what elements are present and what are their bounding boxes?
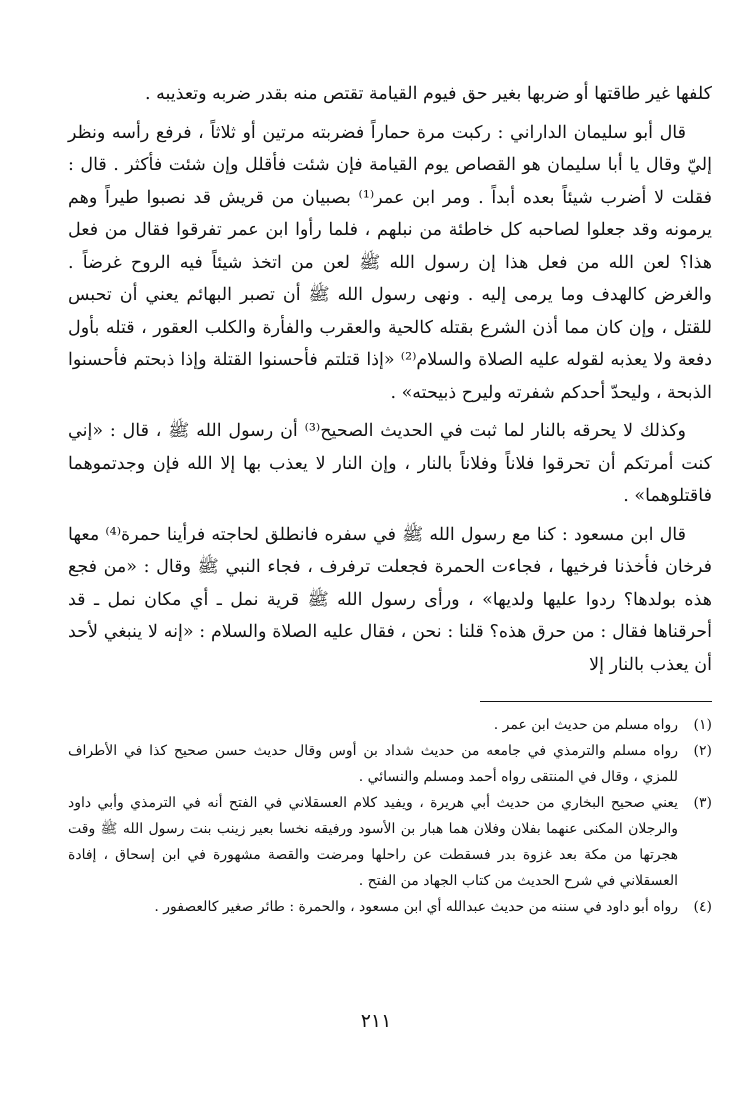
footnote-divider bbox=[480, 701, 712, 702]
footnote-text: يعني صحيح البخاري من حديث أبي هريرة ، ويفيد كلام العسقلاني في الفتح أنه في الترمذي وأبي داود والرجلان المكنى عنهما بفلان وفلان هما هبار بن الأسود ورفيقه نخسا بعير زينب بنت رسول الله ﷺ وقت هجرتها من مكة بعد غزوة بدر فسقطت عن راحلها ومرضت والقصة مشهورة في ابن إسحاق ، إفادة العسقلاني في شرح الحديث من كتاب الجهاد من الفتح . bbox=[68, 795, 678, 889]
main-text bbox=[68, 78, 712, 681]
footnote bbox=[68, 894, 712, 920]
footnote-text: رواه مسلم والترمذي في جامعه من حديث شداد بن أوس وقال حديث حسن صحيح كذا في الأطراف للمزي ، وقال في المنتقى رواه أحمد ومسلم والنسائي . bbox=[68, 743, 678, 785]
paragraph: وكذلك لا يحرقه بالنار لما ثبت في الحديث الصحيح⁽³⁾ أن رسول الله ﷺ ، قال : «إني كنت أمرتكم أن تحرقوا فلاناً وفلاناً بالنار ، وإن النار لا يعذب بها إلا الله فإن وجدتموهما فاقتلوهما» . bbox=[68, 421, 712, 506]
footnote-text: رواه أبو داود في سننه من حديث عبدالله أي ابن مسعود ، والحمرة : طائر صغير كالعصفور . bbox=[154, 899, 678, 915]
paragraph: قال أبو سليمان الداراني : ركبت مرة حماراً فضربته مرتين أو ثلاثاً ، فرفع رأسه ونظر إليّ وقال يا أبا سليمان هو القصاص يوم القيامة فإن شئت فأقلل وإن شئت فأكثر . قال : فقلت لا أضرب شيئاً بعده أبداً . ومر ابن عمر⁽¹⁾ بصبيان من قريش قد نصبوا طيراً وهم يرمونه وقد جعلوا لصاحبه كل خاطئة من نبلهم ، فلما رأوا ابن عمر تفرقوا فقال من فعل هذا؟ لعن الله من فعل هذا إن رسول الله ﷺ لعن من اتخذ شيئاً فيه الروح غرضاً . والغرض كالهدف وما يرمى إليه . ونهى رسول الله ﷺ أن تصبر البهائم يعني أن تحبس للقتل ، وإن كان مما أذن الشرع بقتله كالحية والعقرب والفأرة والكلب العقور ، قتله بأول دفعة ولا يعذبه لقوله عليه الصلاة والسلام⁽²⁾ «إذا قتلتم فأحسنوا القتلة وإذا ذبحتم فأحسنوا الذبحة ، وليحدّ أحدكم شفرته وليرح ذبيحته» . bbox=[68, 122, 712, 403]
footnote-number: (٣) bbox=[693, 795, 712, 811]
footnote-number: (٤) bbox=[693, 899, 712, 915]
footnote bbox=[68, 738, 712, 790]
footnote-number: (١) bbox=[693, 717, 712, 733]
footnote bbox=[68, 790, 712, 894]
paragraph: كلفها غير طاقتها أو ضربها بغير حق فيوم القيامة تقتص منه بقدر ضربه وتعذيبه . bbox=[145, 84, 712, 104]
footnote-number: (٢) bbox=[693, 743, 712, 759]
paragraph: قال ابن مسعود : كنا مع رسول الله ﷺ في سفره فانطلق لحاجته فرأينا حمرة⁽⁴⁾ معها فرخان فأخذنا فرخيها ، فجاءت الحمرة فجعلت ترفرف ، فجاء النبي ﷺ وقال : «من فجع هذه بولدها؟ ردوا عليها ولديها» ، ورأى رسول الله ﷺ قرية نمل ـ أي مكان نمل ـ قد أحرقناها فقال : من حرق هذه؟ قلنا : نحن ، فقال عليه الصلاة والسلام : «إنه لا ينبغي لأحد أن يعذب بالنار إلا bbox=[68, 524, 712, 675]
book-page bbox=[68, 78, 712, 1070]
footnotes bbox=[68, 712, 712, 920]
page-number: ٢١١ bbox=[360, 1010, 392, 1032]
footnote-text: رواه مسلم من حديث ابن عمر . bbox=[493, 717, 678, 733]
footnote bbox=[68, 712, 712, 738]
